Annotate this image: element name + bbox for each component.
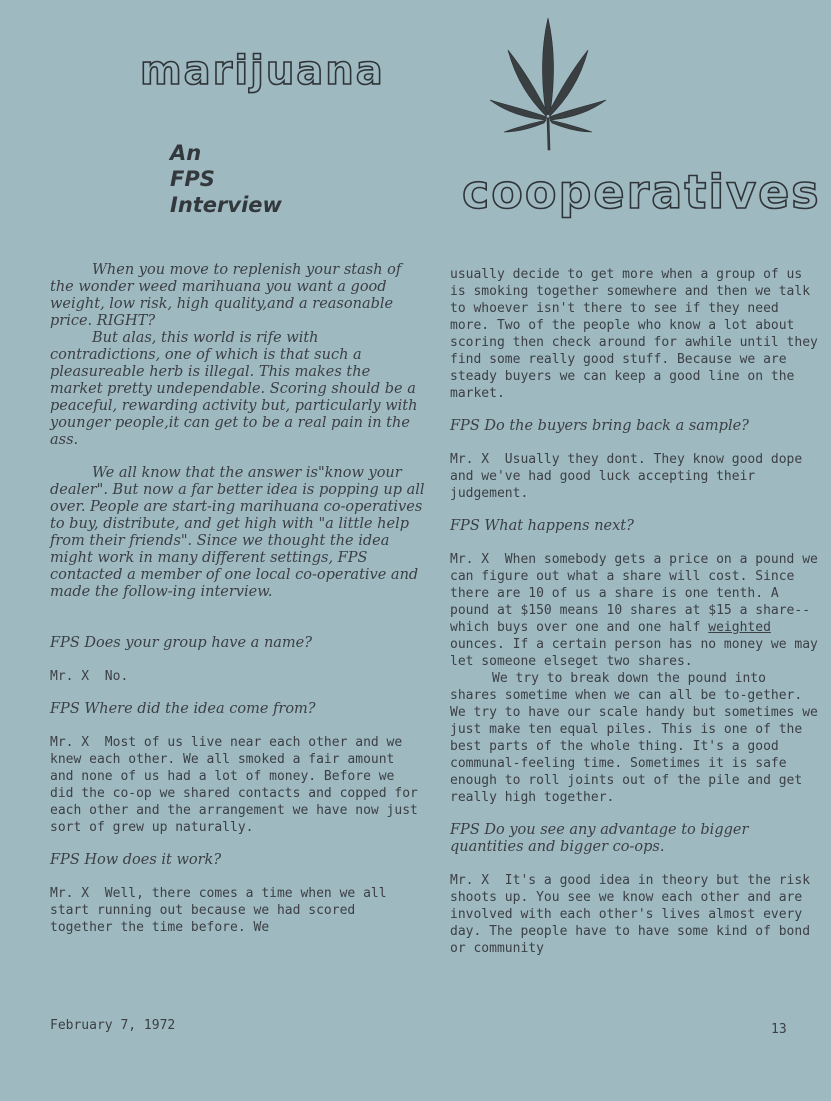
answer-5-text: Mr. X When somebody gets a price on a pound we can figure out what a share will cost. Since there are 10 of us a share is one tenth. A pound at $150 means 10 shares at $15 a share-- which buys over one and one half bbox=[450, 552, 826, 635]
question-5: FPS What happens next? bbox=[450, 518, 634, 534]
subtitle-line-fps: FPS bbox=[170, 167, 215, 191]
answer-3: Mr. X Well, there comes a time when we all start running out because we had scored together the time before. We bbox=[50, 886, 395, 935]
left-column bbox=[50, 262, 425, 936]
question-3: FPS How does it work? bbox=[50, 852, 222, 868]
footer-date: February 7, 1972 bbox=[50, 1018, 176, 1033]
page-number: 13 bbox=[771, 1022, 787, 1037]
intro-paragraph-1: When you move to replenish your stash of the wonder weed marihuana you want a good weight, low risk, high quality,and a reasonable price. RIGHT? bbox=[50, 262, 402, 329]
question-4: FPS Do the buyers bring back a sample? bbox=[450, 418, 749, 434]
question-6: FPS Do you see any advantage to bigger quantities and bigger co-ops. bbox=[450, 822, 749, 855]
question-2: FPS Where did the idea come from? bbox=[50, 701, 316, 717]
answer-4: Mr. X Usually they dont. They know good dope and we've had good luck accepting their judgement. bbox=[450, 452, 811, 501]
intro-paragraph-2: But alas, this world is rife with contradictions, one of which is that such a pleasureable herb is illegal. This makes the market pretty undependable. Scoring should be a peaceful, rewarding activity but, particularly with younger people,it can get to be a real pain in the ass. bbox=[50, 330, 418, 448]
answer-6: Mr. X It's a good idea in theory but the risk shoots up. You see we know each other and are involved with each other's lives almost every day. The people have to have some kind of bond or community bbox=[450, 873, 818, 956]
title-cooperatives: cooperatives bbox=[462, 165, 821, 219]
answer-3-continued: usually decide to get more when a group of us is smoking together somewhere and then we talk to whoever isn't there to see if they need more. Two of the people who know a lot about scoring then check around for awhile until they find some really good stuff. Because we are steady buyers we can keep a good line on the market. bbox=[450, 267, 826, 401]
subtitle-line-an: An bbox=[170, 141, 202, 165]
answer-5 bbox=[450, 551, 826, 670]
intro-paragraph-3: We all know that the answer is"know your dealer". But now a far better idea is popping up all over. People are start-ing marihuana co-operatives to buy, distribute, and get high with "a little help from their friends". Since we thought the idea might work in many different settings, FPS contacted a member of one local co-operative and made the follow-ing interview. bbox=[50, 465, 425, 600]
answer-5-underlined: weighted bbox=[708, 620, 771, 635]
answer-2: Mr. X Most of us live near each other and we knew each other. We all smoked a fair amount and none of us had a lot of money. Before we did the co-op we shared contacts and copped for each other and the arrangement we have now just sort of grew up naturally. bbox=[50, 735, 426, 835]
subtitle-line-interview: Interview bbox=[170, 193, 282, 217]
answer-5-paragraph-2: We try to break down the pound into shares sometime when we can all be to-gether. We try to have our scale handy but sometimes we just make ten equal piles. This is one of the best parts of the whole thing. It's a good communal-feeling time. Sometimes it is safe enough to roll joints out of the pile and get really high together. bbox=[450, 671, 826, 805]
answer-5-text-end: ounces. If a certain person has no money we may let someone elseget two shares. bbox=[450, 620, 826, 669]
answer-1: Mr. X No. bbox=[50, 669, 129, 684]
subtitle bbox=[170, 140, 282, 218]
question-1: FPS Does your group have a name? bbox=[50, 635, 313, 651]
cannabis-leaf-icon bbox=[486, 14, 610, 154]
right-column bbox=[450, 266, 826, 957]
title-marijuana: marijuana bbox=[140, 48, 385, 94]
